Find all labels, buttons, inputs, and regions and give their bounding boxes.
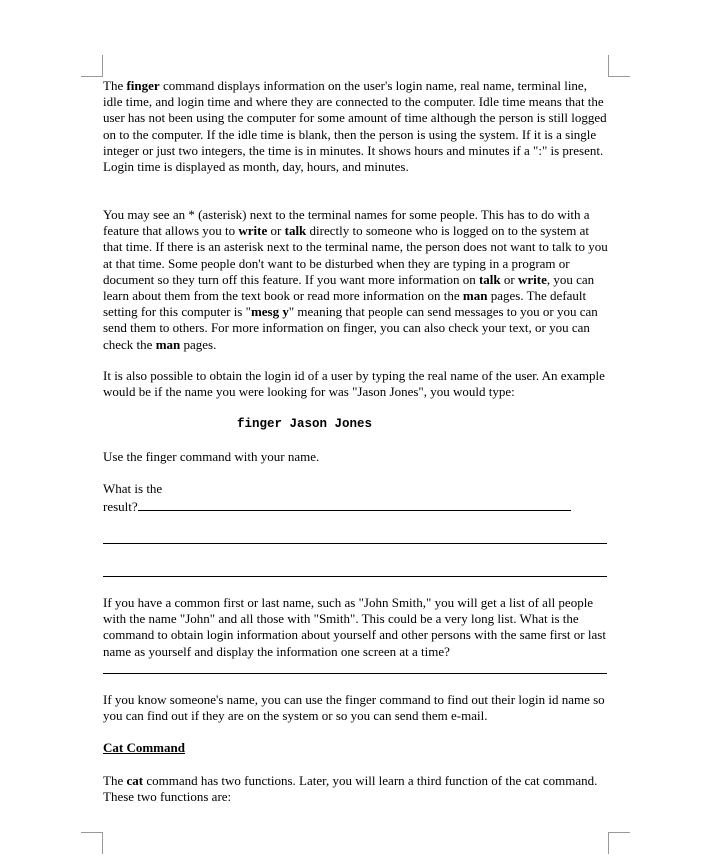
crop-mark-bottom-left-h: [81, 832, 103, 833]
crop-mark-top-right-h: [608, 76, 630, 77]
code-example-finger-command: finger Jason Jones: [237, 417, 373, 431]
answer-blank-line[interactable]: [138, 497, 571, 511]
paragraph-cat-functions: The cat command has two functions. Later, you will learn a third function of the cat command. These two functions are:: [103, 773, 598, 805]
paragraph-common-name-question: If you have a common first or last name, such as "John Smith," you will get a list of all people with the name "John" and all those with "Smith". This could be a very long list. What is the command to obtain login information about yourself and other persons with the same first or last name as yourself and display the information one screen at a time?: [103, 595, 606, 659]
question-label-line1: What is the: [103, 481, 163, 496]
crop-mark-bottom-right-h: [608, 832, 630, 833]
answer-line-4[interactable]: [103, 673, 607, 674]
answer-line-3[interactable]: [103, 576, 607, 577]
crop-mark-top-left-h: [81, 76, 103, 77]
paragraph-login-id-by-name: It is also possible to obtain the login id of a user by typing the real name of the user. An example would be if the name you were looking for was "Jason Jones", you would type:: [103, 368, 605, 400]
crop-mark-bottom-left-v: [102, 832, 103, 854]
answer-line-2[interactable]: [103, 543, 607, 544]
paragraph-asterisk-write-talk: You may see an * (asterisk) next to the terminal names for some people. This has to do with a feature that allows you to write or talk directly to someone who is logged on to the system at that time. If there is an asterisk next to the terminal name, the person does not want to talk to you at that time. Some people don't want to be disturbed when they are typing in a program or document so they turn off this feature. If you want more information on talk or write, you can learn about them from the text book or read more information on the man pages. The default setting for this computer is "mesg y" meaning that people can send messages to you or you can send them to others. For more information on finger, you can also check your text, or you can check the man pages.: [103, 207, 608, 352]
section-heading-cat-command: Cat Command: [103, 740, 185, 755]
paragraph-finger-description: The finger command displays information on the user's login name, real name, terminal line, idle time, and login time and where they are connected to the computer. Idle time means that the user has not been using the computer for some amount of time although the person is still logged on to the computer. If the idle time is blank, then the person is using the system. If it is a single integer or just two integers, the time is in minutes. It shows hours and minutes if a ":" is present. Login time is displayed as month, day, hours, and minutes.: [103, 78, 607, 175]
paragraph-use-finger-instruction: Use the finger command with your name.: [103, 449, 320, 464]
crop-mark-top-right-v: [608, 55, 609, 77]
paragraph-find-login-id: If you know someone's name, you can use the finger command to find out their login id name so you can find out if they are on the system or so you can send them e-mail.: [103, 692, 605, 724]
crop-mark-bottom-right-v: [608, 832, 609, 854]
question-label-line2: result?: [103, 497, 609, 515]
question-result: [103, 481, 609, 515]
crop-mark-top-left-v: [102, 55, 103, 77]
